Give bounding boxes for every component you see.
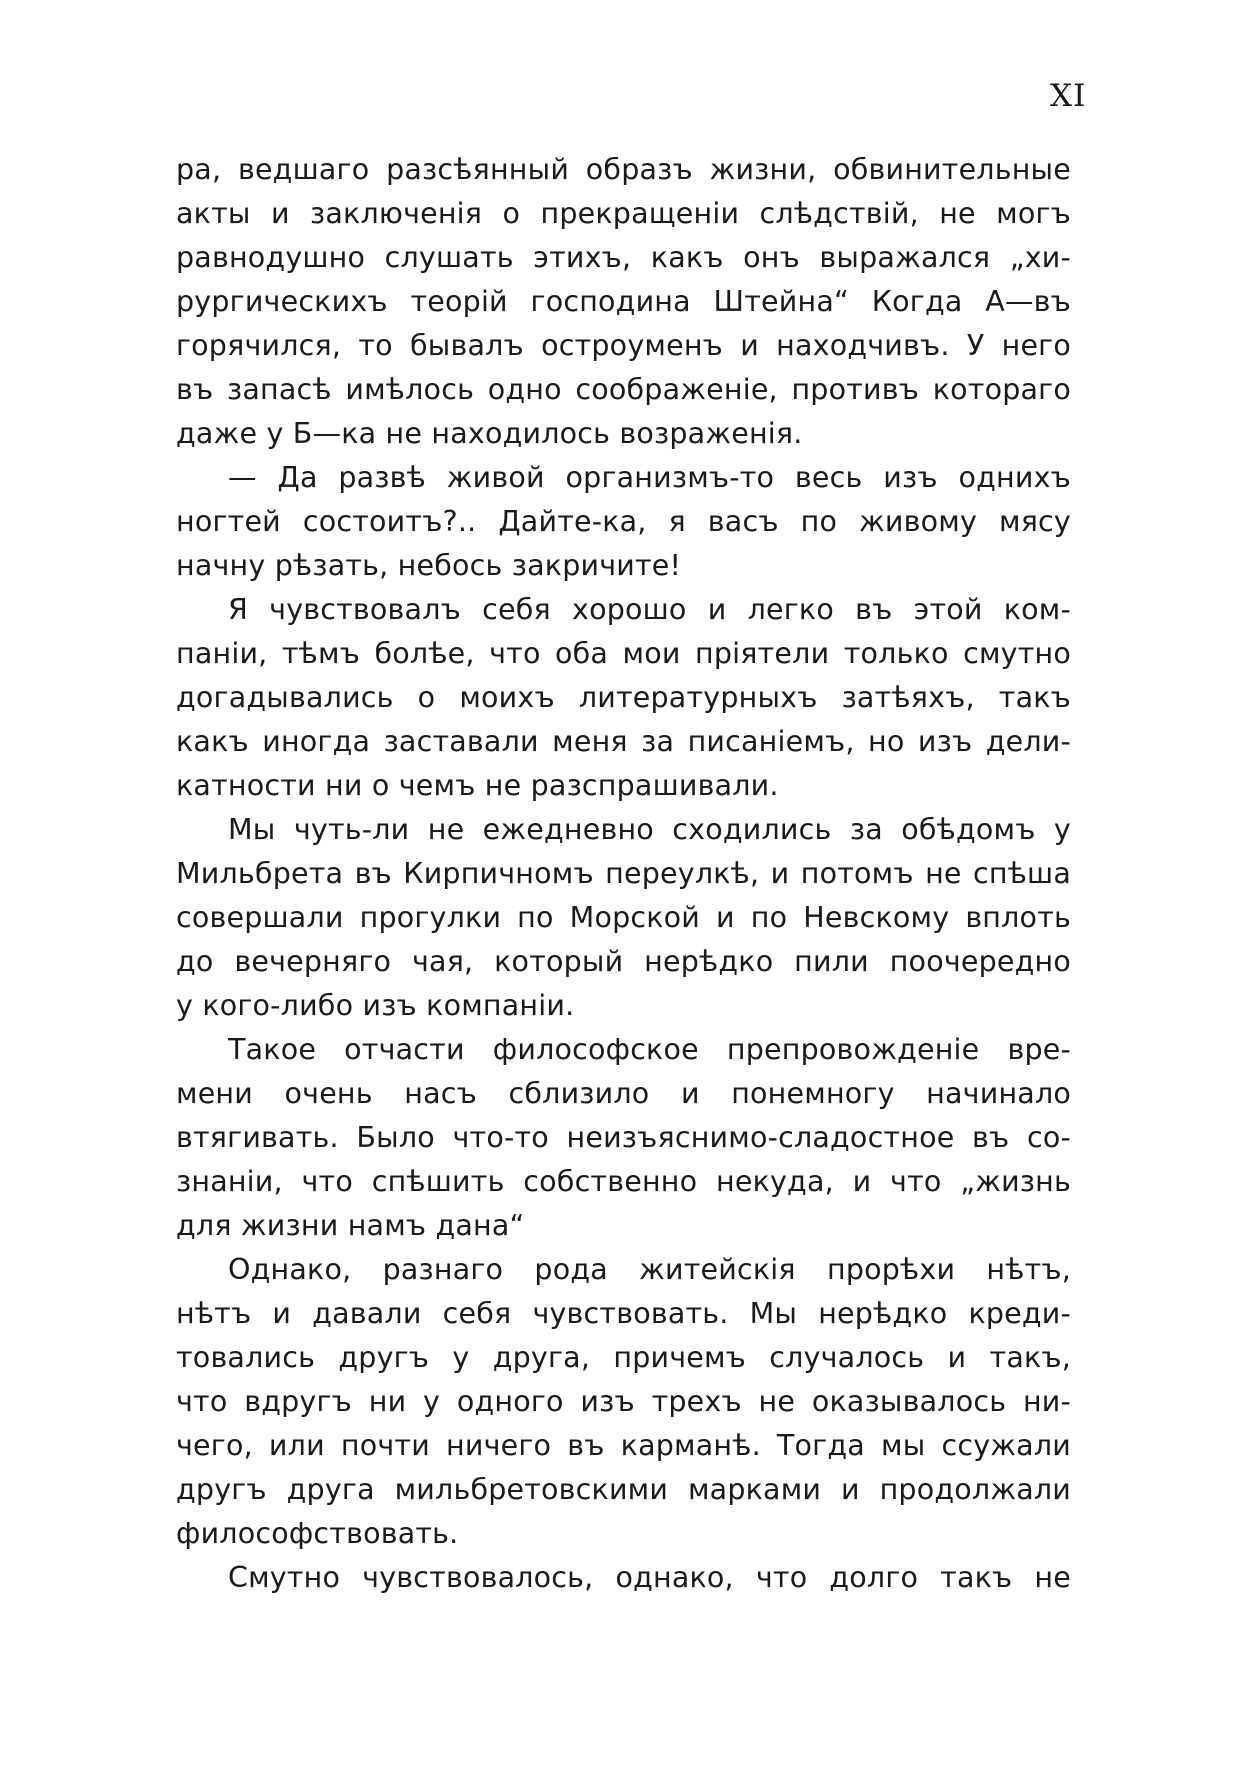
text-line: катности ни о чемъ не разспрашивали. [176,769,779,802]
text-line: начну рѣзать, небось закричите! [176,549,682,582]
text-line: у кого-либо изъ компаніи. [176,989,575,1022]
text-line: для жизни намъ дана“ [176,1209,525,1242]
text-line: до вечерняго чая, который нерѣдко пили поочередно [176,945,1071,978]
text-line: совершали прогулки по Морской и по Невскому вплоть [176,901,1071,934]
text-line: Однако, разнаго рода житейскія прорѣхи нѣтъ, [228,1253,1071,1286]
text-line: Мильбрета въ Кирпичномъ переулкѣ, и потомъ не спѣша [176,857,1071,890]
text-line: что вдругъ ни у одного изъ трехъ не оказывалось ни- [176,1385,1071,1418]
text-line: даже у Б—ка не находилось возраженія. [176,417,803,450]
text-line: Я чувствовалъ себя хорошо и легко въ этой ком- [228,593,1071,626]
text-line: мени очень насъ сблизило и понемногу начинало [176,1077,1071,1110]
text-line: Мы чуть-ли не ежедневно сходились за обѣдомъ у [228,813,1071,846]
text-line: другъ друга мильбретовскими марками и продолжали [176,1473,1071,1506]
text-line: знаніи, что спѣшить собственно некуда, и что „жизнь [176,1165,1071,1198]
text-line: какъ иногда заставали меня за писаніемъ, но изъ дели- [176,725,1071,758]
text-line: догадывались о моихъ литературныхъ затѣяхъ, такъ [176,681,1071,714]
text-line: Такое отчасти философское препровожденіе вре- [228,1033,1071,1066]
text-line: чего, или почти ничего въ карманѣ. Тогда мы ссужали [176,1429,1071,1462]
text-line: философствовать. [176,1517,459,1550]
text-line: нѣтъ и давали себя чувствовать. Мы нерѣдко креди- [176,1297,1071,1330]
text-line: — Да развѣ живой организмъ-то весь изъ однихъ [228,461,1071,494]
text-line: Смутно чувствовалось, однако, что долго такъ не [228,1561,1071,1594]
text-line: равнодушно слушать этихъ, какъ онъ выражался „хи- [176,241,1071,274]
text-line: втягивать. Было что-то неизъяснимо-сладостное въ со- [176,1121,1071,1154]
text-line: паніи, тѣмъ болѣе, что оба мои пріятели только смутно [176,637,1071,670]
text-line: ра, ведшаго разсѣянный образъ жизни, обвинительные [176,153,1071,186]
text-line: акты и заключенія о прекращеніи слѣдствій, не могъ [176,197,1071,230]
text-line: горячился, то бывалъ остроуменъ и находчивъ. У него [176,329,1071,362]
text-line: ногтей состоитъ?.. Дайте-ка, я васъ по живому мясу [176,505,1071,538]
text-line: рургическихъ теорій господина Штейна“ Когда А—въ [176,285,1071,318]
text-line: въ запасѣ имѣлось одно соображеніе, противъ котораго [176,373,1071,406]
text-line: товались другъ у друга, причемъ случалось и такъ, [176,1341,1071,1374]
body-text [176,148,1071,1600]
page-number: XI [1050,78,1087,114]
